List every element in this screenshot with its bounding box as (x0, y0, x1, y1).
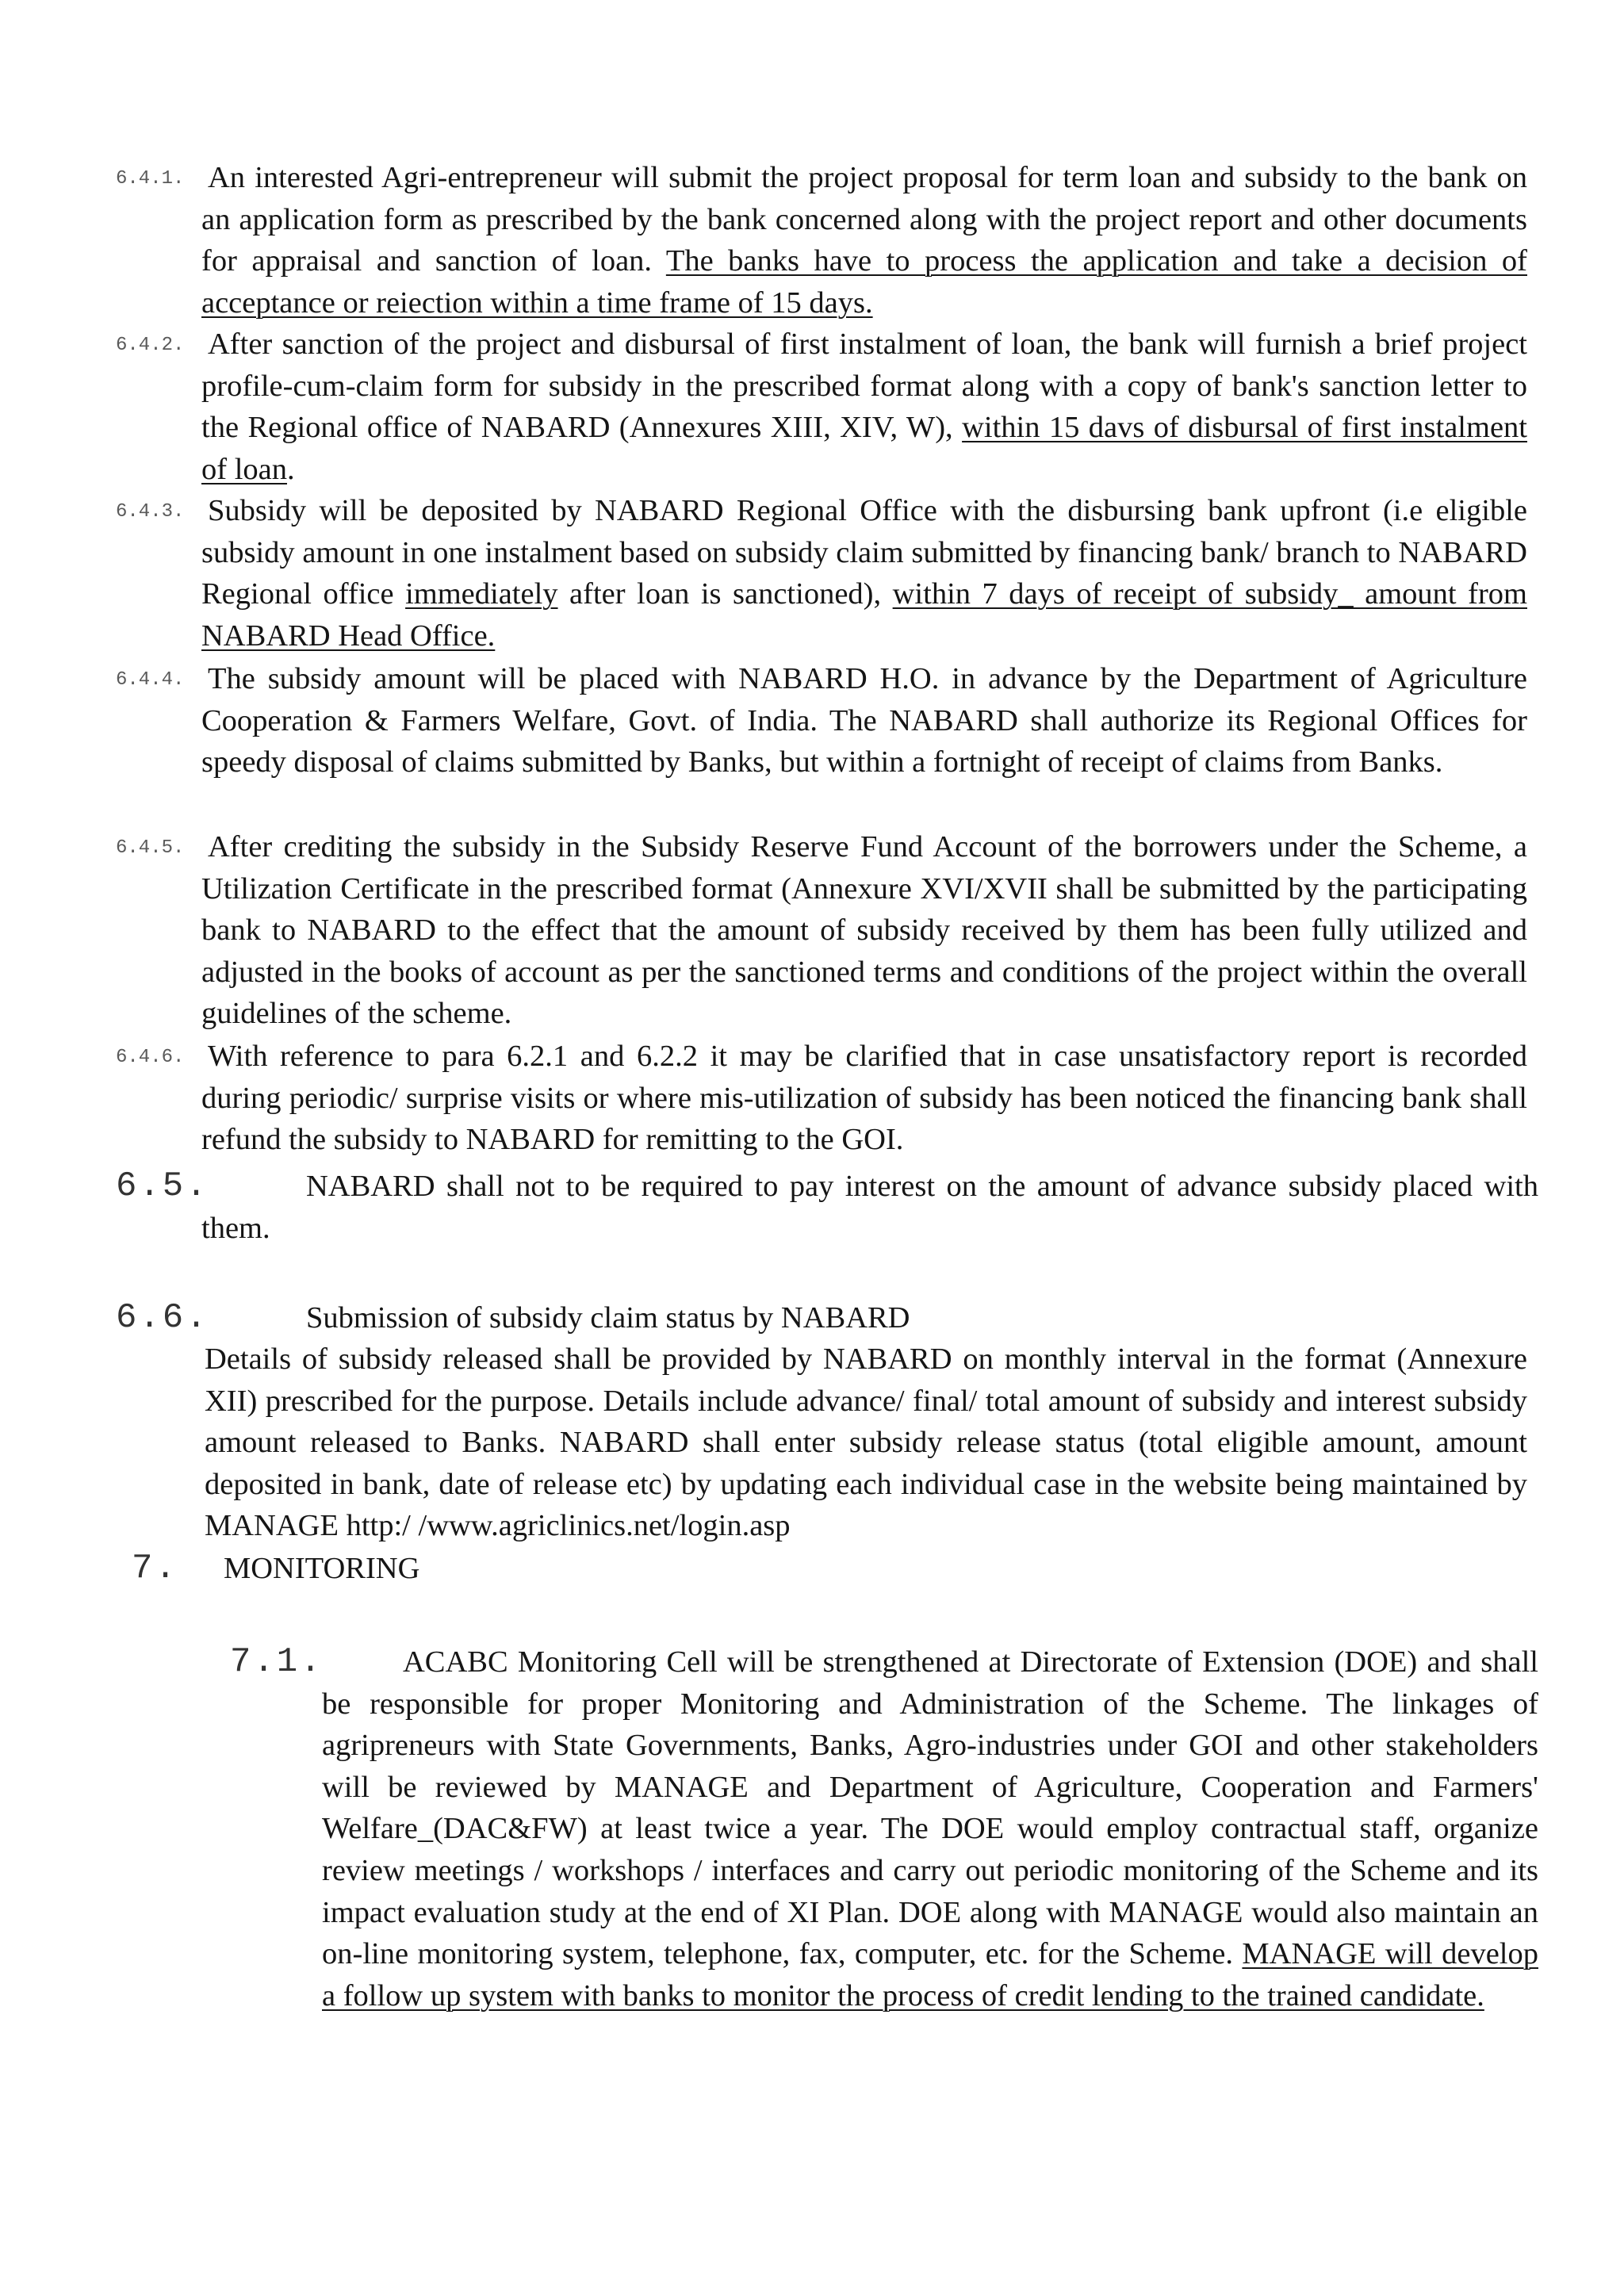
paragraph-6-4-4: The subsidy amount will be placed with NABARD H.O. in advance by the Department of Agriculture Cooperation & Farmers Welfare, Govt. of India. The NABARD shall authorize its Regional Offices for speedy disposal of claims submitted by Banks, but within a fortnight of receipt of claims from Banks. (201, 662, 1527, 779)
paragraph-6-4-5: After crediting the subsidy in the Subsidy Reserve Fund Account of the borrowers under the Scheme, a Utilization Certificate in the prescribed format (Annexure XVI/XVII shall be submitted by the participating bank to NABARD to the effect that the amount of subsidy received by them has been fully utilized and adjusted in the books of account as per the sanctioned terms and conditions of the project within the overall guidelines of the scheme. (201, 830, 1527, 1031)
paragraph-7-1 (322, 1641, 1538, 2016)
paragraph-6-4-2 (201, 324, 1527, 490)
underlined-text: immediately (405, 577, 558, 611)
section-heading: MONITORING (224, 1552, 420, 1585)
underlined-text: MANAGE will develop a follow up system with banks to monitor the process of credit lending to the trained candidate. (322, 1937, 1538, 2013)
paragraph-6-6: Details of subsidy released shall be provided by NABARD on monthly interval in the format (Annexure XII) prescribed for the purpose. Details include advance/ final/ total amount of subsidy and interest subsidy amount released to Banks. NABARD shall enter subsidy release status (total eligible amount, amount deposited in bank, date of release etc) by updating each individual case in the website being maintained by MANAGE http:/ /www.agriclinics.net/login.asp (205, 1342, 1527, 1543)
item-number: 6.4.4. (116, 669, 185, 691)
section-number: 6.5. (116, 1166, 209, 1206)
item-number: 6.4.6. (116, 1047, 185, 1068)
paragraph-text: ACABC Monitoring Cell will be strengthened at Directorate of Extension (DOE) and shall be responsible for proper Monitoring and Administration of the Scheme. The linkages of agripreneurs with State Governments, Banks, Agro-industries under GOI and other stakeholders will be reviewed by MANAGE and Department of Agriculture, Cooperation and Farmers' Welfare_(DAC&FW) at least twice a year. The DOE would employ contractual staff, organize review meetings / workshops / interfaces and carry out periodic monitoring of the Scheme and its impact evaluation study at the end of XI Plan. DOE along with MANAGE would also maintain an on-line monitoring system, telephone, fax, computer, etc. for the Scheme. (322, 1645, 1538, 1971)
paragraph-text: Subsidy will be deposited by NABARD Regional Office with the disbursing bank upfront (i.e eligible subsidy amount in one instalment based on subsidy claim submitted by financing bank/ branch to NABARD Regional office (201, 494, 1527, 611)
paragraph-text: . (286, 452, 295, 486)
item-number: 6.4.5. (116, 837, 185, 859)
item-number: 6.4.3. (116, 501, 185, 523)
underlined-text: within 15 davs of disbursal of first instalment of loan (201, 411, 1527, 486)
paragraph-text: An interested Agri-entrepreneur will submit the project proposal for term loan and subsidy to the bank on an application form as prescribed by the bank concerned along with the project report and other documents for appraisal and sanction of loan. (201, 161, 1527, 278)
item-number: 6.4.1. (116, 168, 185, 190)
paragraph-text: after loan is sanctioned), (557, 577, 893, 611)
section-heading: Submission of subsidy claim status by NABARD (306, 1301, 910, 1335)
underlined-text: The banks have to process the application and take a decision of acceptance or reiection within a time frame of 15 days. (201, 244, 1527, 320)
underlined-text: within 7 days of receipt of subsidy_ amount from NABARD Head Office. (201, 577, 1527, 653)
paragraph-6-4-3 (201, 490, 1527, 657)
paragraph-text: After sanction of the project and disbursal of first instalment of loan, the bank will furnish a brief project profile-cum-claim form for subsidy in the prescribed format along with a copy of bank's sanction letter to the Regional office of NABARD (Annexures XIII, XIV, W), (201, 327, 1527, 445)
section-number: 6.6. (116, 1298, 209, 1338)
section-number: 7.1. (230, 1642, 324, 1682)
item-number: 6.4.2. (116, 335, 185, 356)
paragraph-6-4-1 (201, 157, 1527, 324)
paragraph-6-5: NABARD shall not to be required to pay interest on the amount of advance subsidy placed with them. (201, 1170, 1538, 1245)
section-number: 7. (132, 1549, 178, 1588)
paragraph-6-4-6: With reference to para 6.2.1 and 6.2.2 it may be clarified that in case unsatisfactory report is recorded during periodic/ surprise visits or where mis-utilization of subsidy has been noticed the financing bank shall refund the subsidy to NABARD for remitting to the GOI. (201, 1040, 1527, 1157)
